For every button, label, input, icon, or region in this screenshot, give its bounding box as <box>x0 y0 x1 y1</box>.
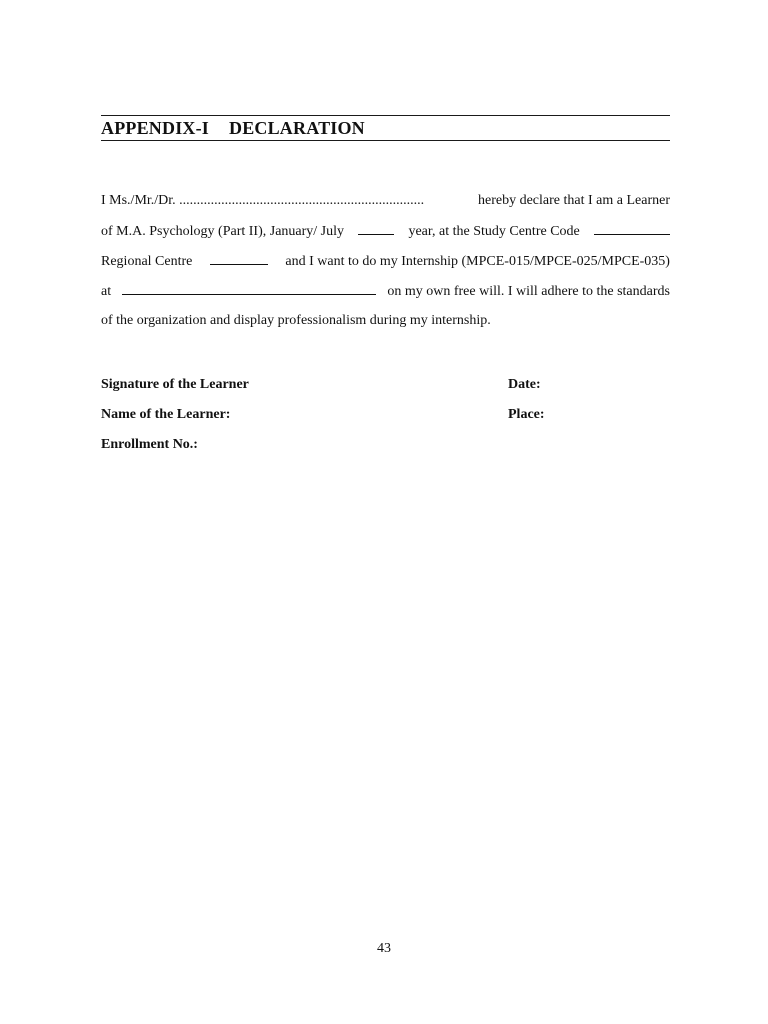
declaration-line-2 <box>101 222 670 241</box>
professionalism-text: of the organization and display professionalism during my internship. <box>101 313 491 328</box>
name-label: Name of the Learner: <box>101 407 231 422</box>
learner-declare-text: hereby declare that I am a Learner <box>478 193 670 208</box>
name-dotted-line-text: I Ms./Mr./Dr. ...................................................................... <box>101 193 425 208</box>
internship-course-text: and I want to do my Internship (MPCE-015/MPCE-025/MPCE-035) <box>285 254 670 269</box>
declaration-line-4 <box>101 282 670 301</box>
heading-top-rule <box>101 115 670 116</box>
programme-text: of M.A. Psychology (Part II), January/ July <box>101 224 345 239</box>
regional-centre-text: Regional Centre <box>101 254 193 269</box>
appendix-label: APPENDIX-I <box>101 118 209 138</box>
organization-blank <box>122 282 376 295</box>
at-text: at <box>101 284 112 299</box>
declaration-line-3 <box>101 252 670 271</box>
declaration-title: DECLARATION <box>229 118 365 138</box>
date-label: Date: <box>508 377 541 392</box>
signature-label: Signature of the Learner <box>101 377 249 392</box>
declaration-line-1 <box>101 192 670 210</box>
declaration-line-5 <box>101 312 670 330</box>
study-centre-text: year, at the Study Centre Code <box>408 224 580 239</box>
enrollment-label: Enrollment No.: <box>101 437 198 452</box>
heading-bottom-rule <box>101 140 670 141</box>
page-heading <box>101 117 365 139</box>
page-number: 43 <box>377 941 391 956</box>
year-blank <box>358 222 394 235</box>
free-will-text: on my own free will. I will adhere to the standards <box>387 284 670 299</box>
study-centre-code-blank <box>594 222 670 235</box>
place-label: Place: <box>508 407 545 422</box>
regional-centre-blank <box>210 252 268 265</box>
